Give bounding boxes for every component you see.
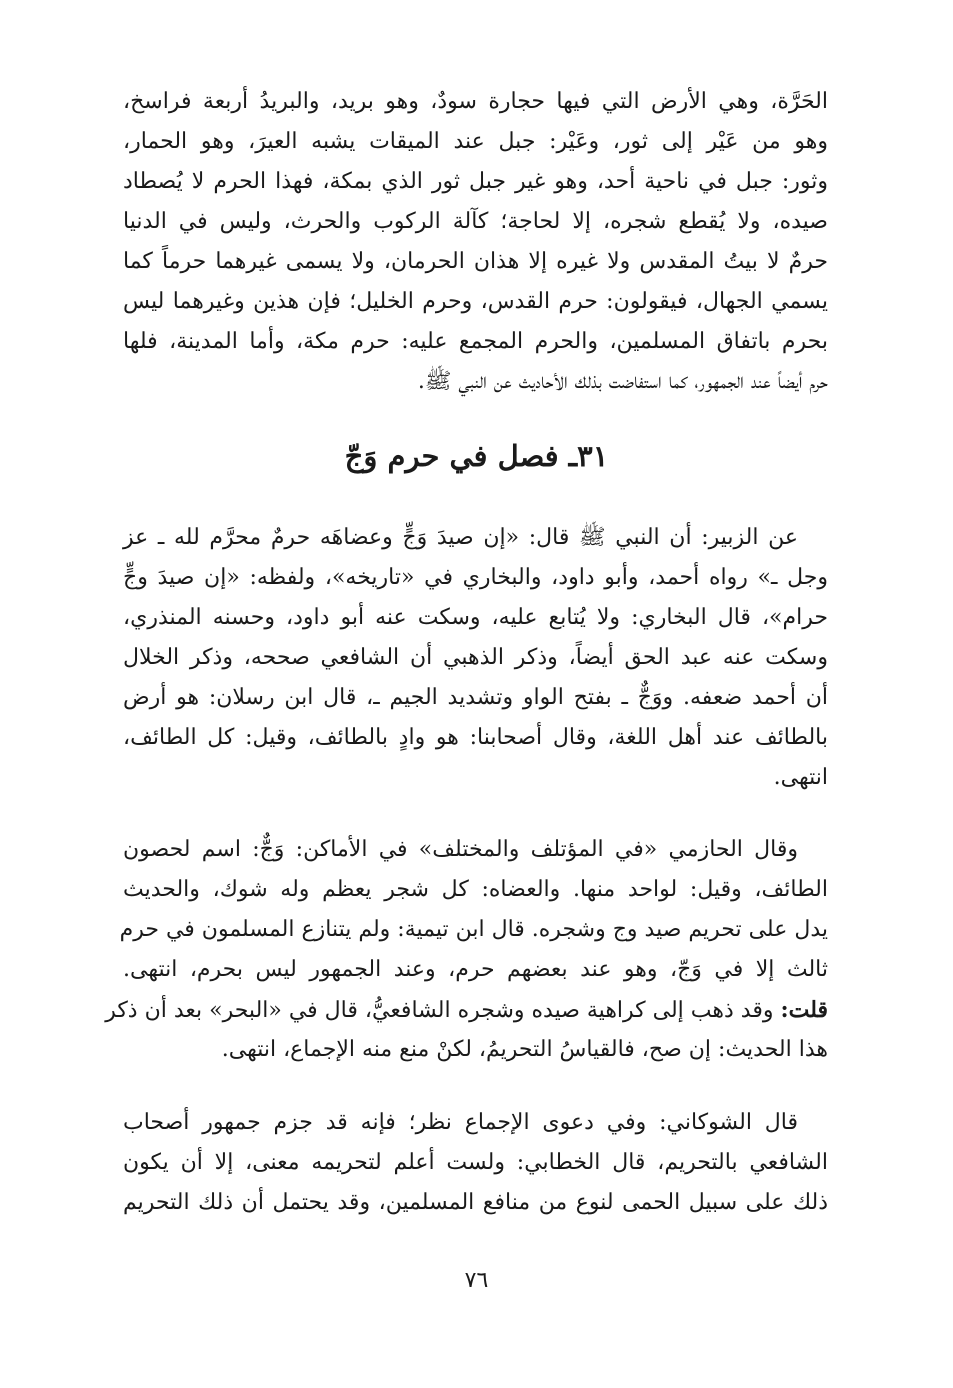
text-line: وجل ـ» رواه أحمد، وأبو داود، والبخاري في «تاريخه»، ولفظه: «إن صيدَ وجٍّ (123, 565, 828, 590)
text-line: ذلك على سبيل الحمى لنوع من منافع المسلمين، وقد يحتمل أن ذلك التحريم (123, 1190, 828, 1215)
text-line: حرمٌ لا بيتُ المقدس ولا غيره إلا هذان الحرمان، ولا يسمى غيرهما حرماً كما (123, 249, 828, 274)
text-line: قال الشوكاني: وفي دعوى الإجماع نظر؛ فإنه قد جزم جمهور أصحاب (123, 1110, 798, 1135)
text-line: الطائف، وقيل: لواحد منها. والعضاه: كل شجر يعظم وله شوك، والحديث (123, 877, 828, 902)
text-line: أن أحمد ضعفه. ووَجٌّ ـ بفتح الواو وتشديد الجيم ـ، قال ابن رسلان: هو أرض (123, 685, 828, 710)
text-line: حرام»، قال البخاري: ولا يُتابع عليه، وسكت عنه أبو داود، وحسنه المنذري، (123, 605, 828, 630)
page-number: ٧٦ (464, 1268, 489, 1293)
section-heading: ٣١ـ فصل في حرم وَجّ (344, 439, 609, 473)
text-line: انتهى. (773, 765, 828, 790)
text-line: الحَرَّة، وهي الأرض التي فيها حجارة سودٌ، وهو بريد، والبريدُ أربعة فراسخ، (123, 89, 828, 114)
text-line: ثالث إلا في وَجّ، وهو عند بعضهم حرم، وعند الجمهور ليس بحرم، انتهى. (123, 957, 828, 982)
text-line: صيده، ولا يُقطع شجره، إلا لحاجة؛ كآلة الركوب والحرث، وليس في الدنيا (123, 209, 828, 234)
text-line (105, 990, 828, 1031)
text-line: وهو من عَيْر إلى ثور، وعَيْر: جبل عند الميقات يشبه العيرَ، وهو الحمار، (123, 129, 828, 154)
text-line: وقال الحازمي «في المؤتلف والمختلف» في الأماكن: وَجٌّ: اسم لحصون (123, 837, 798, 862)
text-line: يسمي الجهال، فيقولون: حرم القدس، وحرم الخليل؛ فإن هذين وغيرهما ليس (123, 289, 828, 314)
qultu-text: وقد ذهب إلى كراهية صيده وشجره الشافعيُّ، قال في «البحر» بعد أن ذكر (105, 998, 781, 1023)
text-line: وثور: جبل في ناحية أحد، وهو غير جبل ثور الذي بمكة، فهذا الحرم لا يُصطاد (123, 169, 828, 194)
text-line: يدل على تحريم صيد وج وشجره. قال ابن تيمية: ولم يتنازع المسلمون في حرم (119, 917, 828, 942)
qultu-label: قلت: (780, 997, 828, 1023)
text-line: هذا الحديث: إن صح، فالقياسُ التحريمُ، لكنْ منع منه الإجماع، انتهى. (221, 1037, 828, 1062)
text-line: بالطائف عند أهل اللغة، وقال أصحابنا: هو وادٍ بالطائف، وقيل: كل الطائف، (123, 725, 828, 750)
text-line: وسكت عنه عبد الحق أيضاً، وذكر الذهبي أن الشافعي صححه، وذكر الخلال (123, 645, 828, 670)
text-line: حرم أيضاً عند الجمهور، كما استفاضت بذلك الأحاديث عن النبي ﷺ. (417, 369, 828, 394)
text-line: الشافعي بالتحريم، قال الخطابي: ولست أعلم لتحريمه معنى، إلا أن يكون (123, 1150, 828, 1175)
text-line: بحرم باتفاق المسلمين، والحرم المجمع عليه: حرم مكة، وأما المدينة، فلها (123, 329, 828, 354)
text-line: عن الزبير: أن النبي ﷺ قال: «إن صيدَ وَجٍّ وعضاهَه حرمٌ محرَّم لله ـ عز (123, 525, 798, 550)
